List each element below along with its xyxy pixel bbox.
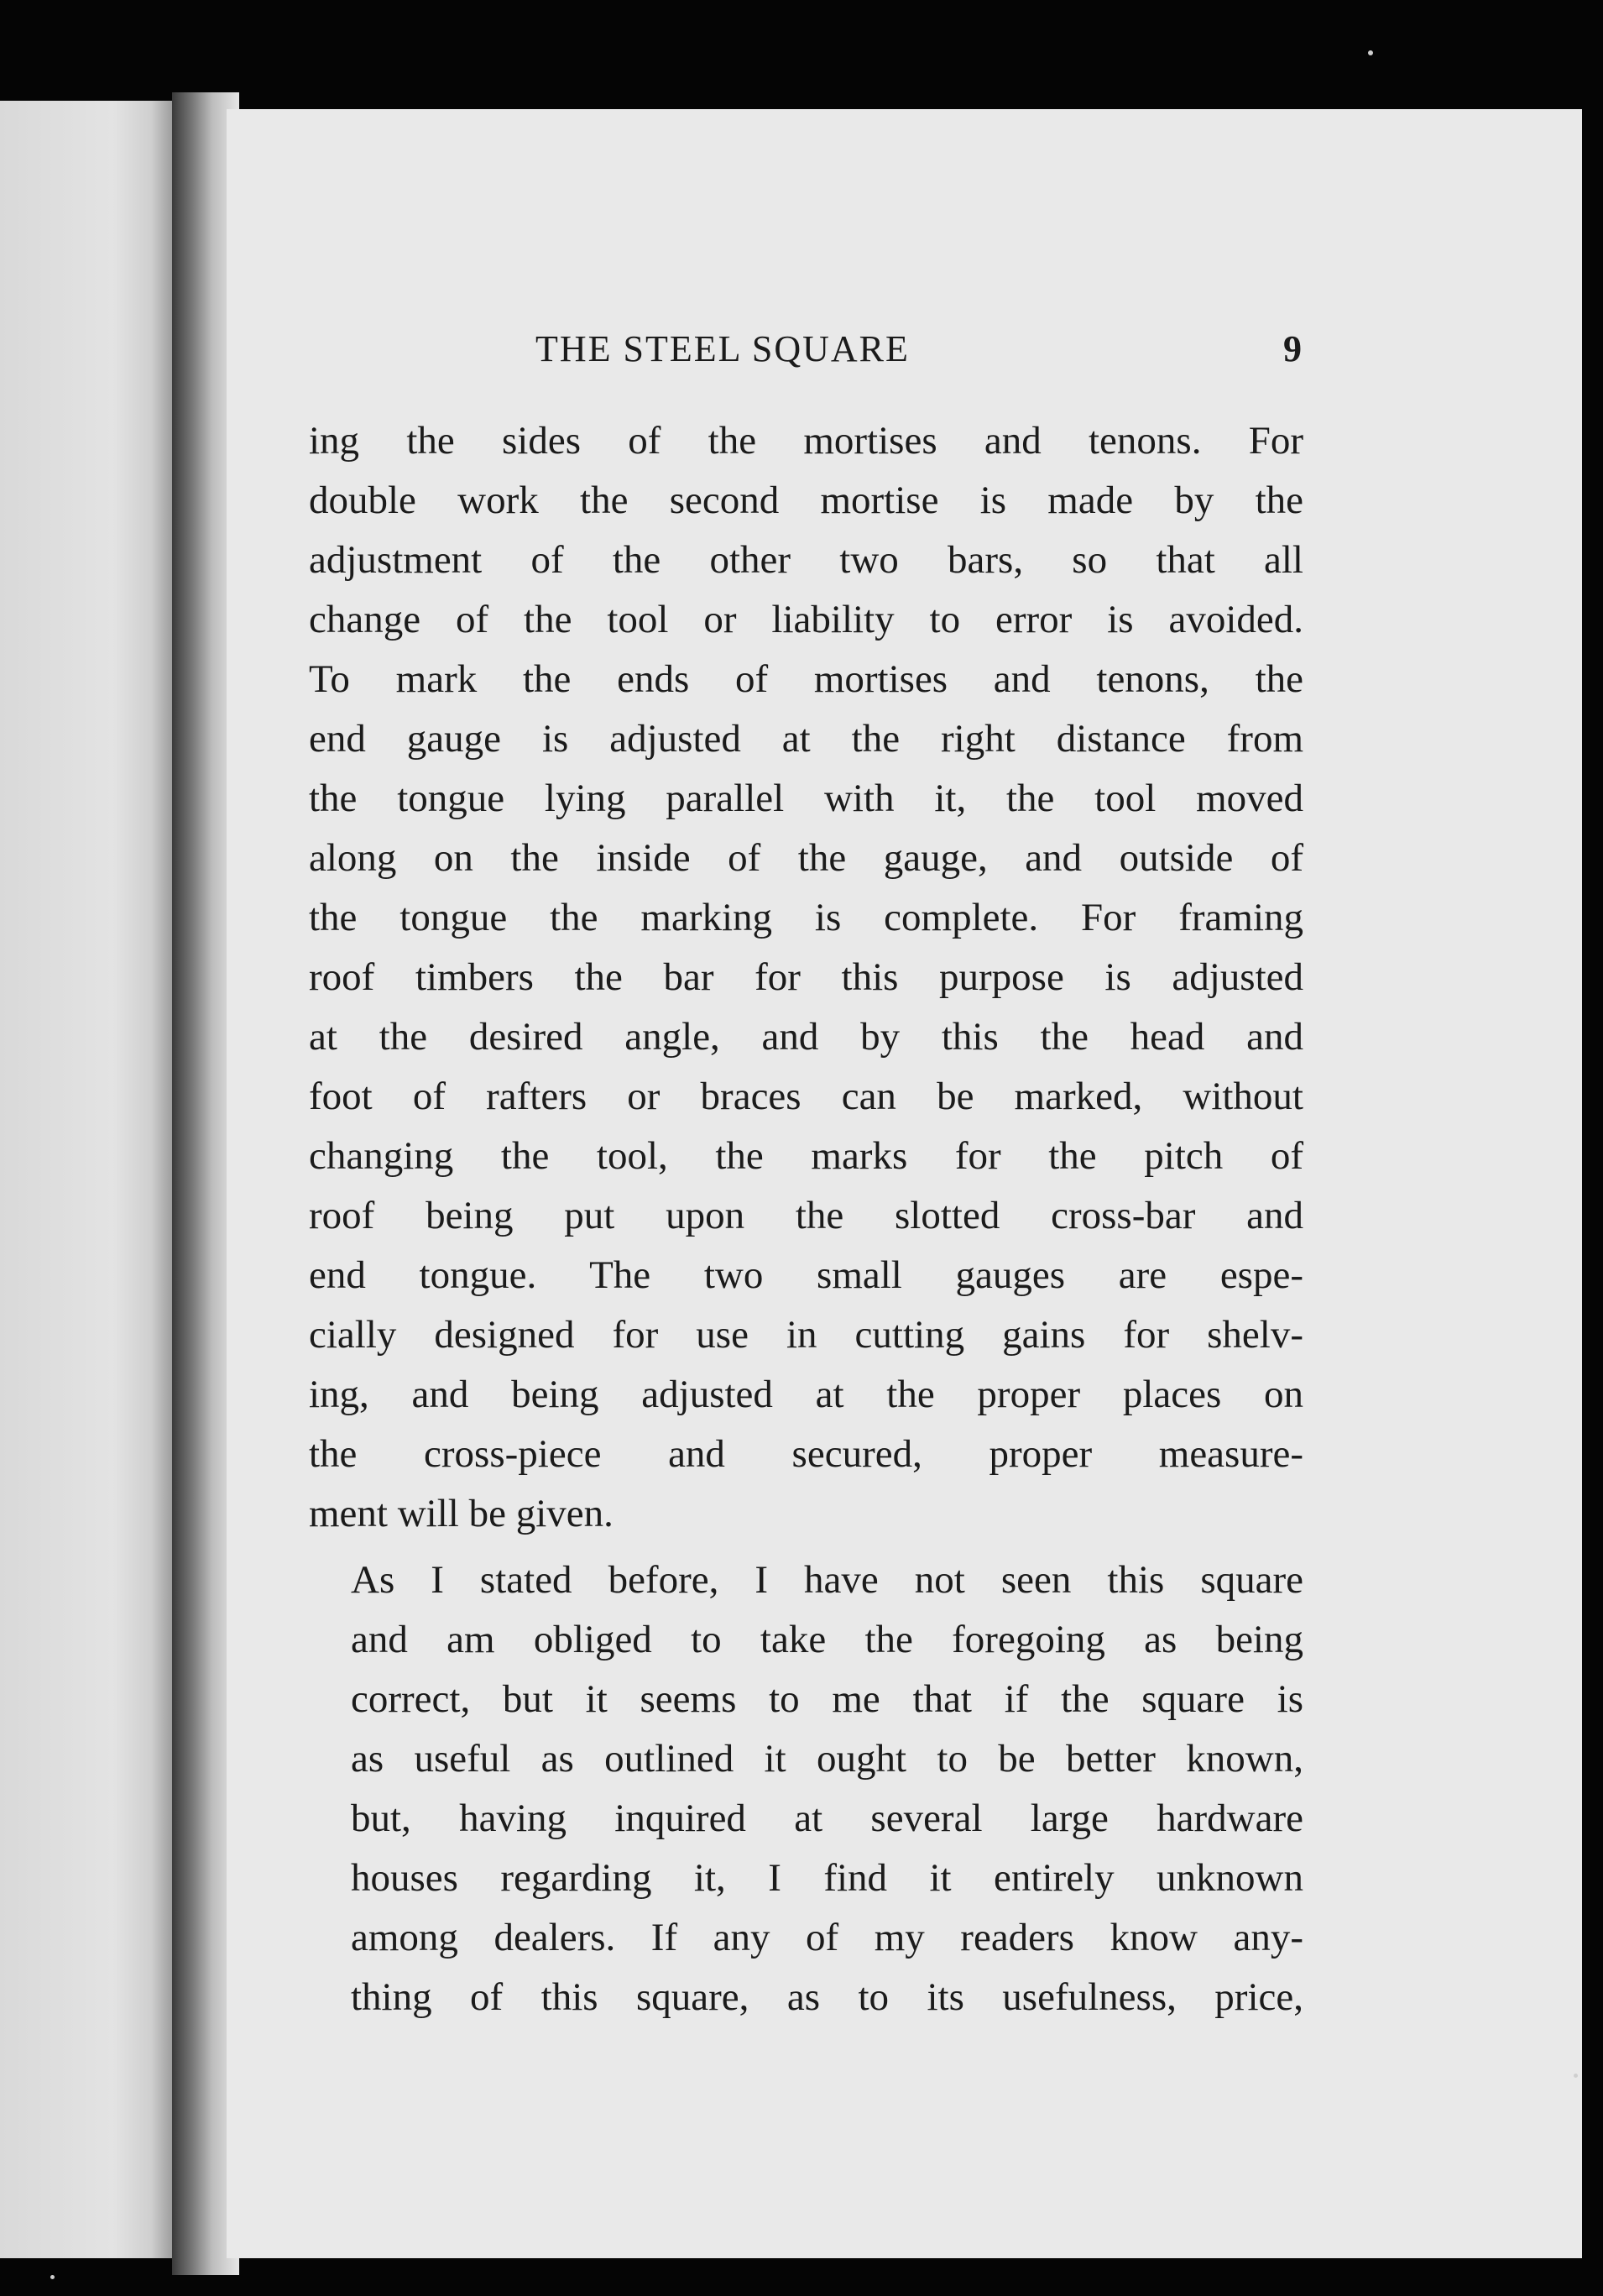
text-line: ing, and being adjusted at the proper places on xyxy=(309,1373,1303,1416)
text-line: foot of rafters or braces can be marked, without xyxy=(309,1075,1303,1118)
scan-speck xyxy=(1368,50,1373,55)
text-line: the tongue lying parallel with it, the tool moved xyxy=(309,777,1303,820)
text-line: end gauge is adjusted at the right distance from xyxy=(309,717,1303,761)
text-line: and am obliged to take the foregoing as being xyxy=(351,1618,1303,1661)
body-text xyxy=(309,411,1303,2027)
paragraph-1 xyxy=(309,411,1303,1544)
text-line: as useful as outlined it ought to be better known, xyxy=(351,1737,1303,1781)
text-line: correct, but it seems to me that if the square is xyxy=(351,1677,1303,1721)
page-number: 9 xyxy=(1283,328,1303,369)
text-line: adjustment of the other two bars, so that all xyxy=(309,538,1303,582)
text-line: houses regarding it, I find it entirely unknown xyxy=(351,1856,1303,1900)
book-page xyxy=(227,109,1582,2258)
text-line: change of the tool or liability to error is avoided. xyxy=(309,598,1303,641)
text-line: ing the sides of the mortises and tenons. For xyxy=(309,419,1303,463)
text-line: changing the tool, the marks for the pitch of xyxy=(309,1134,1303,1178)
text-line: double work the second mortise is made by the xyxy=(309,479,1303,522)
text-line: along on the inside of the gauge, and outside of xyxy=(309,836,1303,880)
text-line: the cross-piece and secured, proper measure- xyxy=(309,1432,1303,1476)
text-line: As I stated before, I have not seen this square xyxy=(351,1558,1303,1602)
text-line: roof timbers the bar for this purpose is adjusted xyxy=(309,955,1303,999)
running-title: THE STEEL SQUARE xyxy=(535,328,910,369)
running-head xyxy=(309,327,1303,395)
text-line: cially designed for use in cutting gains for shelv- xyxy=(309,1313,1303,1357)
paragraph-2 xyxy=(309,1551,1303,2027)
text-line: thing of this square, as to its usefulness, price, xyxy=(351,1975,1303,2019)
page-content xyxy=(309,327,1303,2027)
left-facing-page xyxy=(0,101,189,2258)
text-line: among dealers. If any of my readers know any- xyxy=(351,1916,1303,1959)
text-line: end tongue. The two small gauges are espe- xyxy=(309,1253,1303,1297)
text-line: but, having inquired at several large hardware xyxy=(351,1797,1303,1840)
text-line: at the desired angle, and by this the head and xyxy=(309,1015,1303,1059)
text-line: the tongue the marking is complete. For framing xyxy=(309,896,1303,939)
text-line: roof being put upon the slotted cross-bar and xyxy=(309,1194,1303,1237)
scan-speck xyxy=(1574,2074,1578,2078)
scan-speck xyxy=(50,2275,55,2279)
text-line: ment will be given. xyxy=(309,1492,614,1535)
text-line: To mark the ends of mortises and tenons, the xyxy=(309,657,1303,701)
